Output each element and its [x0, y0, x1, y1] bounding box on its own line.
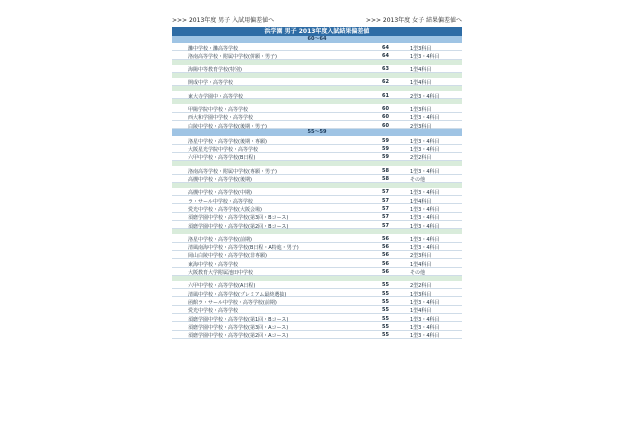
deviation-score: 64 — [382, 52, 389, 59]
table-row — [172, 175, 462, 183]
exam-subjects: 1型3・4科目 — [410, 333, 440, 340]
deviation-score: 59 — [382, 137, 389, 144]
table-row — [172, 65, 462, 73]
exam-subjects: 2型2科目 — [410, 155, 432, 162]
table-row — [172, 259, 462, 267]
deviation-score: 57 — [382, 214, 389, 221]
deviation-score: 56 — [382, 244, 389, 251]
table-row — [172, 204, 462, 212]
table-row — [172, 289, 462, 297]
school-name: 東海中学校・高等学校 — [188, 261, 239, 268]
school-name: 大阪星光学院中学校・高等学校 — [188, 147, 259, 154]
school-name: 高槻中学校・高等学校(中期) — [188, 190, 252, 197]
table-row — [172, 331, 462, 339]
deviation-score: 64 — [382, 44, 389, 51]
girls-result-deviation-link[interactable]: >>> 2013年度 女子 結果偏差値へ — [365, 17, 462, 24]
boys-entrance-deviation-link[interactable]: >>> 2013年度 男子 入試用偏差値へ — [172, 17, 275, 24]
exam-subjects: 1型3・4科目 — [410, 138, 440, 145]
table-row — [172, 136, 462, 144]
school-name: 清風南海中学校・高等学校(B日程・A特進・男子) — [188, 245, 299, 252]
exam-subjects: 1型3・4科目 — [410, 147, 440, 154]
deviation-score: 57 — [382, 189, 389, 196]
exam-subjects: 1型4科目 — [410, 308, 432, 315]
deviation-score: 63 — [382, 66, 389, 73]
exam-subjects: その他 — [410, 270, 426, 277]
deviation-score: 57 — [382, 197, 389, 204]
school-name: 須磨学園中学校・高等学校(第2回・Aコース) — [188, 333, 289, 340]
exam-subjects: 2型3科目 — [410, 253, 432, 260]
school-name: 岡山白陵中学校・高等学校(非専願) — [188, 253, 267, 260]
deviation-range-header: 60～64 — [172, 36, 462, 43]
exam-subjects: 1型3・4科目 — [410, 245, 440, 252]
results-table — [172, 27, 462, 339]
school-name: 西大和学園中学校・高等学校 — [188, 115, 254, 122]
deviation-score: 55 — [382, 307, 389, 314]
exam-subjects: 1型3・4科目 — [410, 316, 440, 323]
school-name: 洛星中学校・高等学校(前期) — [188, 236, 252, 243]
school-name: 甲陽学院中学校・高等学校 — [188, 106, 249, 113]
exam-subjects: 1型3科目 — [410, 106, 432, 113]
school-name: 洛星中学校・高等学校(後期・専願) — [188, 138, 267, 145]
exam-subjects: 1型3科目 — [410, 291, 432, 298]
table-row — [172, 91, 462, 99]
table-row — [172, 78, 462, 86]
deviation-score: 58 — [382, 176, 389, 183]
exam-subjects: 1型3・4科目 — [410, 115, 440, 122]
table-body — [172, 36, 462, 339]
school-name: 灘中学校・灘高等学校 — [188, 45, 239, 52]
deviation-score: 55 — [382, 298, 389, 305]
exam-subjects: 2型3・4科目 — [410, 93, 440, 100]
school-name: 清風中学校・高等学校(プレミアム最終選抜) — [188, 291, 287, 298]
table-row — [172, 314, 462, 322]
table-row — [172, 221, 462, 229]
school-name: 大阪教育大学附属池田中学校 — [188, 270, 254, 277]
table-row — [172, 268, 462, 276]
exam-subjects: 1型3・4科目 — [410, 223, 440, 230]
table-row — [172, 43, 462, 51]
exam-subjects: 1型3・4科目 — [410, 299, 440, 306]
deviation-score: 62 — [382, 79, 389, 86]
table-row — [172, 196, 462, 204]
deviation-score: 58 — [382, 167, 389, 174]
exam-subjects: 1型3・4科目 — [410, 236, 440, 243]
exam-subjects: 1型4科目 — [410, 261, 432, 268]
deviation-score: 61 — [382, 92, 389, 99]
deviation-score: 57 — [382, 222, 389, 229]
table-row — [172, 51, 462, 59]
deviation-score: 56 — [382, 260, 389, 267]
exam-subjects: 1型3・4科目 — [410, 190, 440, 197]
school-name: 東大寺学園中・高等学校 — [188, 93, 244, 100]
deviation-score: 60 — [382, 122, 389, 129]
deviation-score: 60 — [382, 114, 389, 121]
deviation-score: 55 — [382, 315, 389, 322]
table-row — [172, 145, 462, 153]
exam-subjects: その他 — [410, 177, 426, 184]
exam-subjects: 1型4科目 — [410, 80, 432, 87]
table-row — [172, 243, 462, 251]
table-title: 浜学園 男子 2013年度入試結果偏差値 — [172, 27, 462, 36]
deviation-score: 59 — [382, 154, 389, 161]
exam-subjects: 1型3・4科目 — [410, 53, 440, 60]
top-navigation — [172, 15, 462, 25]
table-row — [172, 234, 462, 242]
school-name: 愛光中学校・高等学校 — [188, 308, 239, 315]
exam-subjects: 1型4科目 — [410, 198, 432, 205]
table-row — [172, 297, 462, 305]
table-row — [172, 251, 462, 259]
table-row — [172, 322, 462, 330]
school-name: 洛南高等学校・附属中学校(専願・男子) — [188, 168, 277, 175]
school-name: 高槻中学校・高等学校(後期) — [188, 177, 252, 184]
exam-subjects: 1型3科目 — [410, 45, 432, 52]
table-row — [172, 213, 462, 221]
school-name: ラ・サール中学校・高等学校 — [188, 198, 253, 205]
exam-subjects: 2型3科目 — [410, 123, 432, 130]
table-row — [172, 121, 462, 129]
table-row — [172, 306, 462, 314]
deviation-score: 55 — [382, 282, 389, 289]
exam-subjects: 2型2科目 — [410, 283, 432, 290]
table-row — [172, 281, 462, 289]
exam-subjects: 1型3・4科目 — [410, 324, 440, 331]
deviation-score: 55 — [382, 323, 389, 330]
school-name: 洛南高等学校・附属中学校(併願・男子) — [188, 53, 277, 60]
table-row — [172, 153, 462, 161]
school-name: 六甲中学校・高等学校(B日程) — [188, 155, 256, 162]
deviation-score: 59 — [382, 146, 389, 153]
school-name: 須磨学園中学校・高等学校(第3回・Bコース) — [188, 215, 289, 222]
school-name: 愛光中学校・高等学校(大阪会場) — [188, 206, 262, 213]
exam-subjects: 1型3・4科目 — [410, 206, 440, 213]
school-name: 海陽中等教育学校(特別) — [188, 67, 242, 74]
exam-subjects: 1型4科目 — [410, 67, 432, 74]
deviation-score: 55 — [382, 332, 389, 339]
school-name: 函館ラ・サール中学校・高等学校(前期) — [188, 299, 277, 306]
school-name: 六甲中学校・高等学校(A日程) — [188, 283, 256, 290]
deviation-score: 57 — [382, 205, 389, 212]
school-name: 開成中学・高等学校 — [188, 80, 234, 87]
exam-subjects: 1型3・4科目 — [410, 215, 440, 222]
school-name: 須磨学園中学校・高等学校(第1回・Bコース) — [188, 316, 289, 323]
exam-subjects: 1型3・4科目 — [410, 168, 440, 175]
table-row — [172, 113, 462, 121]
table-row — [172, 104, 462, 112]
deviation-score: 60 — [382, 105, 389, 112]
table-row — [172, 166, 462, 174]
table-row — [172, 188, 462, 196]
school-name: 白陵中学校・高等学校(後期・男子) — [188, 123, 267, 130]
deviation-score: 56 — [382, 269, 389, 276]
deviation-range-header: 55～59 — [172, 129, 462, 136]
school-name: 須磨学園中学校・高等学校(第3回・Aコース) — [188, 324, 289, 331]
deviation-score: 56 — [382, 235, 389, 242]
school-name: 須磨学園中学校・高等学校(第2回・Bコース) — [188, 223, 289, 230]
deviation-score: 56 — [382, 252, 389, 259]
deviation-score: 55 — [382, 290, 389, 297]
